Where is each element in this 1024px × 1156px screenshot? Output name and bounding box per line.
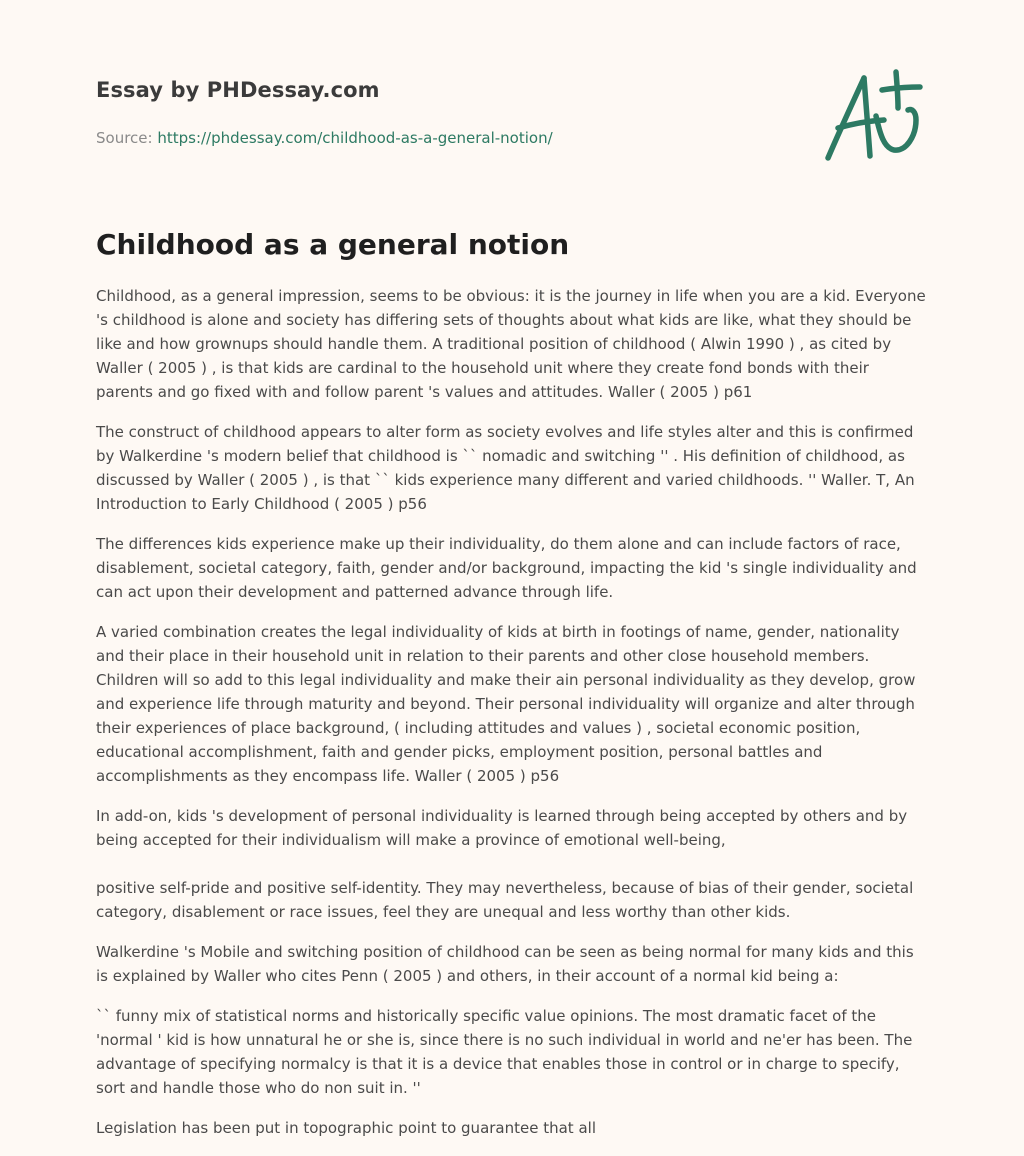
essay-paragraph: In add-on, kids 's development of personal individuality is learned through being accepted by others and by being accepted for their individualism will make a province of emotional well-being,: [96, 807, 908, 849]
essay-paragraph: positive self-pride and positive self-identity. They may nevertheless, because of bias of their gender, societal category, disablement or race issues, feel they are unequal and less worthy than other kids.: [96, 879, 914, 921]
essay-paragraph: Walkerdine 's Mobile and switching position of childhood can be seen as being normal for many kids and this is explained by Waller who cites Penn ( 2005 ) and others, in their account of a normal kid being a:: [96, 943, 914, 985]
essay-content: [96, 226, 928, 1156]
essay-header: [96, 76, 796, 148]
essay-paragraph: A varied combination creates the legal individuality of kids at birth in footings of name, gender, nationality and their place in their household unit in relation to their parents and other close household members. Children will so add to this legal individuality and make their ain personal individuality as they develop, grow and experience life through maturity and beyond. Their personal individuality will organize and alter through their experiences of place background, ( including attitudes and values ) , societal economic position, educational accomplishment, faith and gender picks, employment position, personal battles and accomplishments as they encompass life. Waller ( 2005 ) p56: [96, 623, 916, 785]
a-plus-grade-icon: [818, 68, 928, 168]
essay-paragraph: Legislation has been put in topographic point to guarantee that all: [96, 1119, 596, 1137]
essay-paragraph: Childhood, as a general impression, seems to be obvious: it is the journey in life when you are a kid. Everyone 's childhood is alone and society has differing sets of thoughts about what kids are like, what they should be like and how grownups should handle them. A traditional position of childhood ( Alwin 1990 ) , as cited by Waller ( 2005 ) , is that kids are cardinal to the household unit where they create fond bonds with their parents and go fixed with and follow parent 's values and attitudes. Waller ( 2005 ) p61: [96, 287, 926, 401]
source-label: Source:: [96, 129, 158, 147]
essay-paragraph: The construct of childhood appears to alter form as society evolves and life styles alter and this is confirmed by Walkerdine 's modern belief that childhood is `` nomadic and switching '' . His definition of childhood, as discussed by Waller ( 2005 ) , is that `` kids experience many different and varied childhoods. '' Waller. T, An Introduction to Early Childhood ( 2005 ) p56: [96, 423, 915, 513]
source-line: [96, 128, 796, 148]
site-brand: Essay by PHDessay.com: [96, 78, 380, 102]
essay-paragraph: `` funny mix of statistical norms and historically specific value opinions. The most dramatic facet of the 'normal ' kid is how unnatural he or she is, since there is no such individual in world and ne'er has been. The advantage of specifying normalcy is that it is a device that enables those in control or in charge to specify, sort and handle those who do non suit in. '': [96, 1007, 913, 1097]
source-link[interactable]: https://phdessay.com/childhood-as-a-general-notion/: [157, 129, 553, 147]
essay-title: Childhood as a general notion: [96, 228, 570, 261]
essay-paragraph: The differences kids experience make up their individuality, do them alone and can include factors of race, disablement, societal category, faith, gender and/or background, impacting the kid 's single individuality and can act upon their development and patterned advance through life.: [96, 535, 917, 601]
